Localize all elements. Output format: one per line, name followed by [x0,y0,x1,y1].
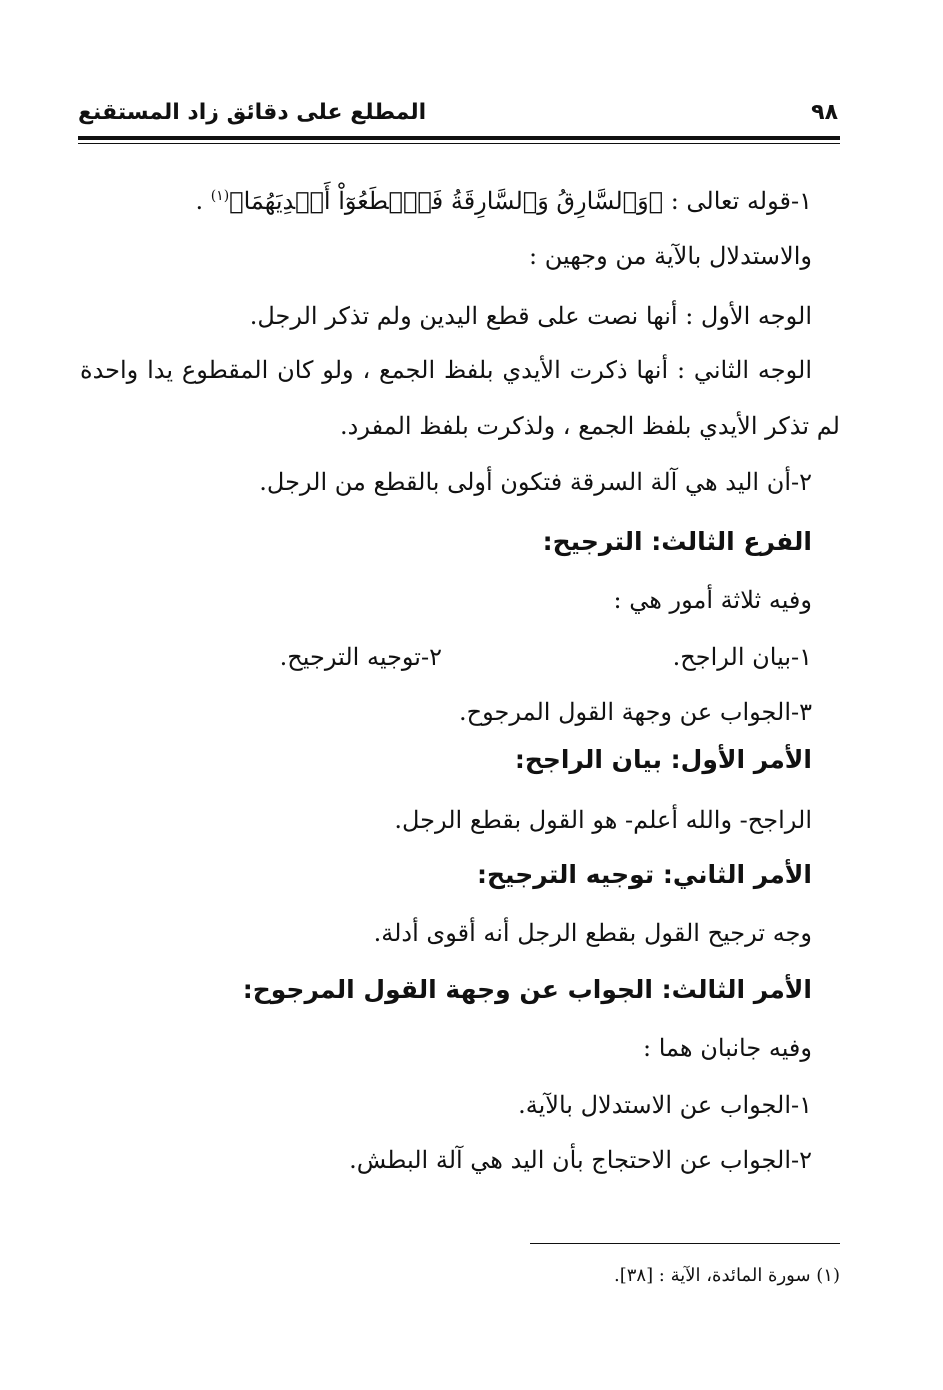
page-number: ٩٨ [811,100,838,125]
footnote: (١) سورة المائدة، الآية : [٣٨]. [613,1265,840,1286]
page-header [78,96,838,136]
verse-line [60,176,812,221]
section-heading: الأمر الأول: بيان الراجح: [514,745,812,774]
verse-intro: ١-قوله تعالى : [663,187,812,215]
section-heading: الفرع الثالث: الترجيح: [542,527,812,556]
footnote-marker: (١) [210,188,230,204]
text-line: لم تذكر الأيدي بلفظ الجمع ، ولذكرت بلفظ المفرد. [340,412,840,440]
text-line: الوجه الثاني : أنها ذكرت الأيدي بلفظ الجمع ، ولو كان المقطوع يدا واحدة [80,356,813,384]
running-title: المطلع على دقائق زاد المستقنع [78,100,427,125]
text-line: ٣-الجواب عن وجهة القول المرجوح. [458,698,812,726]
text-line: الراجح- والله أعلم- هو القول بقطع الرجل. [394,806,812,834]
text-line: وفيه جانبان هما : [643,1034,812,1062]
text-line: ٢-أن اليد هي آلة السرقة فتكون أولى بالقطع من الرجل. [259,468,812,496]
text-line: الوجه الأول : أنها نصت على قطع اليدين ولم تذكر الرجل. [249,302,812,330]
text-line: وجه ترجيح القول بقطع الرجل أنه أقوى أدلة. [373,919,812,947]
text-line: وفيه ثلاثة أمور هي : [613,586,812,614]
list-item: ٢-توجيه الترجيح. [279,643,442,671]
section-heading: الأمر الثالث: الجواب عن وجهة القول المرجوح: [242,975,812,1004]
footnote-rule [530,1243,840,1244]
text-line: والاستدلال بالآية من وجهين : [529,242,812,270]
text-line: ١-الجواب عن الاستدلال بالآية. [518,1091,812,1119]
header-rule-thick [78,136,840,140]
text-line: ٢-الجواب عن الاحتجاج بأن اليد هي آلة البطش. [349,1146,812,1174]
quran-verse: ﴿وَٱلسَّارِقُ وَٱلسَّارِقَةُ فَٱقۡطَعُوٓاْ أَيۡدِيَهُمَا﴾ [229,187,664,215]
header-rule-thin [78,143,840,144]
verse-end: . [195,187,211,215]
two-column-list [260,637,812,677]
list-item: ١-بيان الراجح. [672,643,812,671]
section-heading: الأمر الثاني: توجيه الترجيح: [477,860,812,889]
